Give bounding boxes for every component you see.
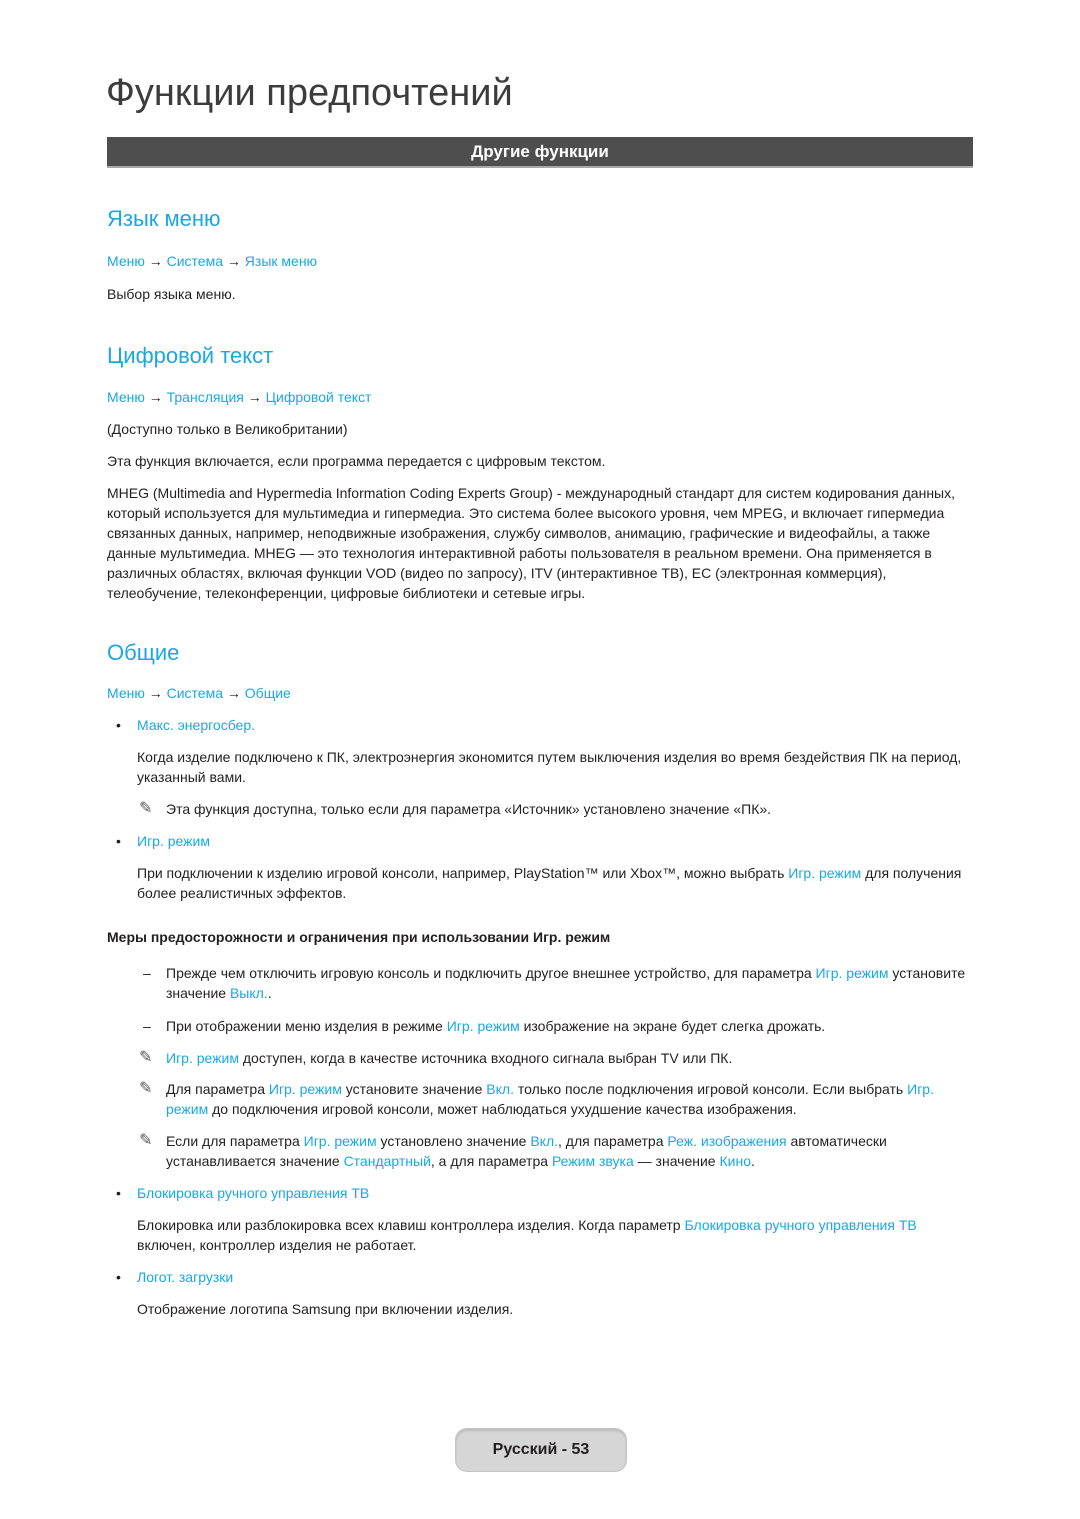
link-game-mode[interactable]: Игр. режим xyxy=(788,865,862,881)
bullet-icon: • xyxy=(116,833,121,849)
arrow-right-icon: → xyxy=(148,685,163,701)
breadcrumb-item[interactable]: Система xyxy=(166,685,224,701)
option-boot-logo[interactable]: Логот. загрузки xyxy=(137,1269,234,1285)
bullet-panel-lock xyxy=(107,1183,973,1203)
game-mode-note-2: ✎ Для параметра Игр. режим установите значение Вкл. только после подключения игровой консоли. Если выбрать Игр. режим до подключения игровой консоли, может наблюдаться ухудшение качества изображения. xyxy=(139,1080,934,1117)
digital-text-availability: (Доступно только в Великобритании) xyxy=(107,421,348,437)
dash-icon: – xyxy=(143,1018,151,1034)
heading-digital-text: Цифровой текст xyxy=(107,343,274,368)
link-on[interactable]: Вкл. xyxy=(486,1081,514,1097)
precaution-item-1: – Прежде чем отключить игровую консоль и подключить другое внешнее устройство, для параметра Игр. режим установите значение Выкл.. xyxy=(143,965,966,1001)
game-mode-note-1: ✎ Игр. режим доступен, когда в качестве источника входного сигнала выбран TV или ПК. xyxy=(139,1049,733,1066)
bullet-boot-logo xyxy=(107,1267,973,1287)
breadcrumb-item[interactable]: Язык меню xyxy=(244,253,318,269)
link-game-mode[interactable]: Игр. режим xyxy=(446,1018,520,1034)
arrow-right-icon: → xyxy=(226,253,241,269)
note-pencil-icon: ✎ xyxy=(139,1080,153,1097)
link-off[interactable]: Выкл. xyxy=(229,985,268,1001)
link-on[interactable]: Вкл. xyxy=(530,1133,559,1149)
bullet-icon: • xyxy=(116,1185,121,1201)
mheg-paragraph: MHEG (Multimedia and Hypermedia Information Coding Experts Group) - международный стандарт для систем кодирования данных, который используется для мультимедиа и гипермедиа. Это система более высокого уровня, чем MPEG, и включает гипермедиа связанных данных, например, неподвижные изображения, службу символов, анимацию, графические и видеофайлы, а также данные мультимедиа. MHEG — это технология интерактивной работы пользователя в реальном времени. Она применяется в различных областях, включая функции VOD (видео по запросу), ITV (интерактивное ТВ), EC (электронная коммерция), телеобучение, телеконференции, цифровые библиотеки и сетевые игры. xyxy=(107,485,956,601)
link-game-mode[interactable]: Игр. режим xyxy=(268,1081,342,1097)
option-game-mode[interactable]: Игр. режим xyxy=(137,833,210,849)
arrow-right-icon: → xyxy=(247,389,262,405)
link-picture-mode[interactable]: Реж. изображения xyxy=(667,1133,787,1149)
document-body xyxy=(107,195,973,1319)
bullet-icon: • xyxy=(116,717,121,733)
digital-text-desc: Эта функция включается, если программа передается с цифровым текстом. xyxy=(107,453,606,469)
section-header-bar: Другие функции xyxy=(107,137,973,168)
bullet-eco-saving xyxy=(107,715,973,735)
note-pencil-icon: ✎ xyxy=(139,1132,153,1149)
option-panel-lock[interactable]: Блокировка ручного управления ТВ xyxy=(137,1185,370,1201)
page-title: Функции предпочтений xyxy=(106,72,513,114)
link-sound-mode[interactable]: Режим звука xyxy=(551,1153,634,1169)
precautions-heading: Меры предосторожности и ограничения при использовании Игр. режим xyxy=(107,929,611,945)
link-game-mode[interactable]: Игр. режим xyxy=(815,965,889,981)
eco-saving-note xyxy=(107,799,973,819)
boot-logo-desc: Отображение логотипа Samsung при включении изделия. xyxy=(137,1301,514,1317)
breadcrumb-digital-text xyxy=(107,387,973,407)
breadcrumb-menu-language xyxy=(107,251,973,271)
page-number-badge: Русский - 53 xyxy=(455,1428,627,1472)
note-pencil-icon: ✎ xyxy=(139,800,153,817)
dash-icon: – xyxy=(143,965,151,981)
link-panel-lock[interactable]: Блокировка ручного управления ТВ xyxy=(684,1217,917,1233)
heading-general: Общие xyxy=(107,640,180,665)
note-pencil-icon: ✎ xyxy=(139,1049,153,1066)
game-mode-note-3: ✎ Если для параметра Игр. режим установлено значение Вкл., для параметра Реж. изображения автоматически устанавливается значение Стандартный, а для параметра Режим звука — значение Кино. xyxy=(139,1132,887,1169)
eco-saving-desc: Когда изделие подключено к ПК, электроэнергия экономится путем выключения изделия во время бездействия ПК на период, указанный вами. xyxy=(137,749,962,785)
breadcrumb-item[interactable]: Меню xyxy=(107,685,145,701)
breadcrumb-general xyxy=(107,683,973,703)
menu-language-desc: Выбор языка меню. xyxy=(107,286,236,302)
bullet-icon: • xyxy=(116,1269,121,1285)
option-eco-saving[interactable]: Макс. энергосбер. xyxy=(137,717,256,733)
breadcrumb-item[interactable]: Система xyxy=(166,253,224,269)
arrow-right-icon: → xyxy=(148,253,163,269)
breadcrumb-item[interactable]: Меню xyxy=(107,389,145,405)
breadcrumb-item[interactable]: Меню xyxy=(107,253,145,269)
breadcrumb-item[interactable]: Цифровой текст xyxy=(265,389,372,405)
breadcrumb-item[interactable]: Трансляция xyxy=(166,389,244,405)
bullet-game-mode xyxy=(107,831,973,851)
arrow-right-icon: → xyxy=(148,389,163,405)
link-game-mode[interactable]: Игр. режим xyxy=(166,1050,239,1066)
link-game-mode[interactable]: Игр. режим xyxy=(166,1081,934,1117)
link-game-mode[interactable]: Игр. режим xyxy=(303,1133,377,1149)
panel-lock-desc: Блокировка или разблокировка всех клавиш контроллера изделия. Когда параметр Блокировка ручного управления ТВ включен, контроллер изделия не работает. xyxy=(137,1217,917,1253)
note-text: Эта функция доступна, только если для параметра «Источник» установлено значение «ПК». xyxy=(166,801,772,817)
arrow-right-icon: → xyxy=(226,685,241,701)
game-mode-desc: При подключении к изделию игровой консоли, например, PlayStation™ или Xbox™, можно выбрать Игр. режим для получения более реалистичных эффектов. xyxy=(137,865,962,901)
link-standard[interactable]: Стандартный xyxy=(343,1153,431,1169)
breadcrumb-item[interactable]: Общие xyxy=(244,685,291,701)
heading-menu-language: Язык меню xyxy=(107,206,221,231)
precaution-item-2: – При отображении меню изделия в режиме Игр. режим изображение на экране будет слегка дрожать. xyxy=(143,1018,826,1034)
link-movie[interactable]: Кино xyxy=(719,1153,751,1169)
